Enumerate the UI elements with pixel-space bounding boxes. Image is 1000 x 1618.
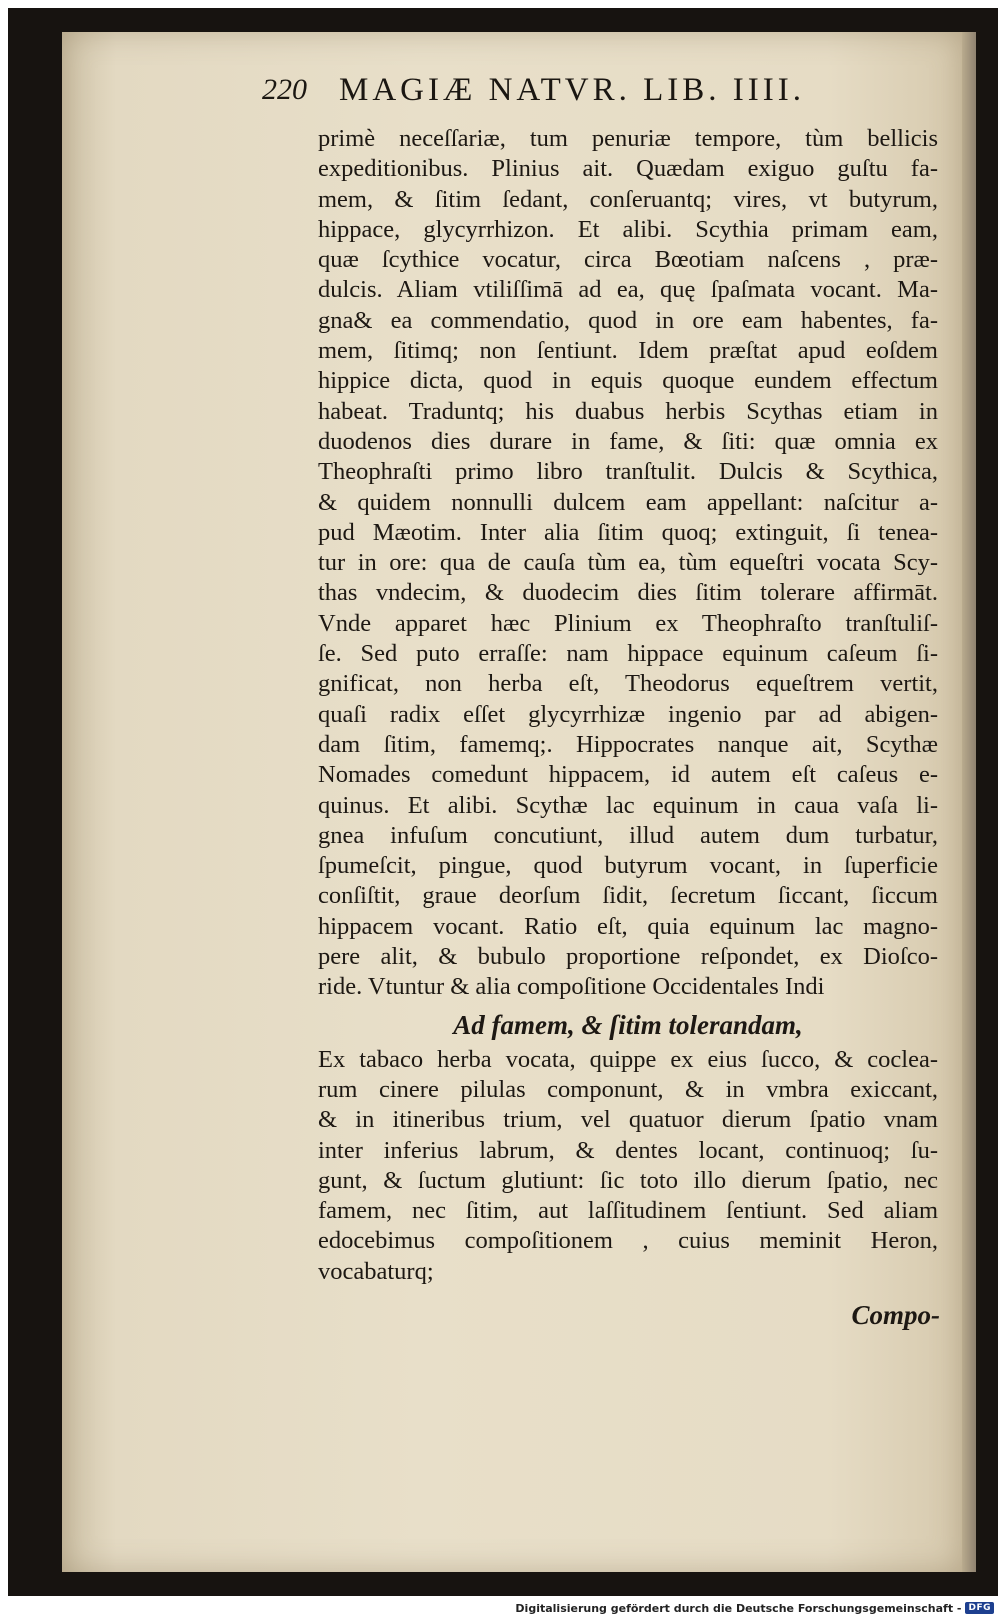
text-line: quaſi radix eſſet glycyrrhizæ ingenio par ad abigen- xyxy=(318,700,938,728)
text-line: tur in ore: qua de cauſa tùm ea, tùm equeſtri vocata Scy- xyxy=(318,549,938,577)
text-line: conſiſtit, graue deorſum ſidit, ſecretum ſiccant, ſiccum xyxy=(318,882,938,910)
text-line: Vnde apparet hæc Plinium ex Theophraſto tranſtuliſ- xyxy=(318,609,938,637)
text-line: ride. Vtuntur & alia compoſitione Occidentales Indi xyxy=(318,973,825,1001)
catchword: Compo- xyxy=(851,1300,940,1330)
text-line: primè neceſſariæ, tum penuriæ tempore, tùm bellicis xyxy=(318,125,938,152)
text-line: & quidem nonnulli dulcem eam appellant: naſcitur a- xyxy=(318,488,938,516)
paragraph-1 xyxy=(318,124,938,1003)
text-line: hippacem vocant. Ratio eſt, quia equinum lac magno- xyxy=(318,912,938,940)
page-number: 220 xyxy=(262,73,307,106)
text-line: mem, & ſitim ſedant, conſeruantq; vires, vt butyrum, xyxy=(318,185,938,213)
text-line: pere alit, & bubulo proportione reſpondet, ex Dioſco- xyxy=(318,943,938,971)
text-line: Nomades comedunt hippacem, id autem eſt caſeus e- xyxy=(318,761,938,789)
text-line: quinus. Et alibi. Scythæ lac equinum in caua vaſa li- xyxy=(318,791,938,819)
dfg-logo: DFG xyxy=(965,1602,994,1614)
footer-credit: Digitalisierung gefördert durch die Deutsche Forschungsgemeinschaft - xyxy=(515,1601,962,1615)
text-line: mem, ſitimq; non ſentiunt. Idem præſtat apud eoſdem xyxy=(318,337,938,365)
text-line: gna& ea commendatio, quod in ore eam habentes, fa- xyxy=(318,306,938,334)
running-head xyxy=(262,62,942,118)
paragraph-2 xyxy=(318,1045,938,1287)
text-line: gnea infuſum concutiunt, illud autem dum turbatur, xyxy=(318,821,938,849)
footer-bar xyxy=(0,1598,1000,1618)
text-line: gnificat, non herba eſt, Theodorus equeſtrem vertit, xyxy=(318,670,938,698)
text-line: expeditionibus. Plinius ait. Quædam exiguo guſtu fa- xyxy=(318,155,938,183)
text-line: habeat. Traduntq; his duabus herbis Scythas etiam in xyxy=(318,397,938,425)
text-line: duodenos dies durare in fame, & ſiti: quæ omnia ex xyxy=(318,427,938,455)
text-line: edocebimus compoſitionem , cuius meminit Heron, xyxy=(318,1227,938,1255)
text-line: ſpumeſcit, pingue, quod butyrum vocant, in ſuperficie xyxy=(318,852,938,880)
text-line: Theophraſti primo libro tranſtulit. Dulcis & Scythica, xyxy=(318,458,938,486)
text-line: inter inferius labrum, & dentes locant, continuoq; ſu- xyxy=(318,1136,938,1164)
text-line: & in itineribus trium, vel quatuor dierum ſpatio vnam xyxy=(318,1106,938,1134)
text-line: quæ ſcythice vocatur, circa Bœotiam naſcens , præ- xyxy=(318,246,938,274)
main-text xyxy=(318,124,938,1287)
text-line: Ex tabaco herba vocata, quippe ex eius ſucco, & coclea- xyxy=(318,1045,938,1073)
running-title: MAGIÆ NATVR. LIB. IIII. xyxy=(339,71,805,108)
text-line: pud Mæotim. Inter alia ſitim quoq; extinguit, ſi tenea- xyxy=(318,518,938,546)
text-line: ſe. Sed puto erraſſe: nam hippace equinum caſeum ſi- xyxy=(318,640,938,668)
text-line: dam ſitim, famemq;. Hippocrates nanque ait, Scythæ xyxy=(318,730,938,758)
text-line: thas vndecim, & duodecim dies ſitim tolerare affirmāt. xyxy=(318,579,938,607)
text-line: dulcis. Aliam vtiliſſimā ad ea, quę ſpaſmata vocant. Ma- xyxy=(318,276,938,304)
text-line: gunt, & ſuctum glutiunt: ſic toto illo dierum ſpatio, nec xyxy=(318,1166,938,1194)
text-line: hippace, glycyrrhizon. Et alibi. Scythia primam eam, xyxy=(318,215,938,243)
text-line: hippice dicta, quod in equis quoque eundem effectum xyxy=(318,367,938,395)
text-line: vocabaturq; xyxy=(318,1257,434,1285)
text-line: famem, nec ſitim, aut laſſitudinem ſentiunt. Sed aliam xyxy=(318,1197,938,1225)
text-line: rum cinere pilulas componunt, & in vmbra exiccant, xyxy=(318,1075,938,1103)
section-heading: Ad famem, & ſitim tolerandam, xyxy=(453,1009,803,1040)
